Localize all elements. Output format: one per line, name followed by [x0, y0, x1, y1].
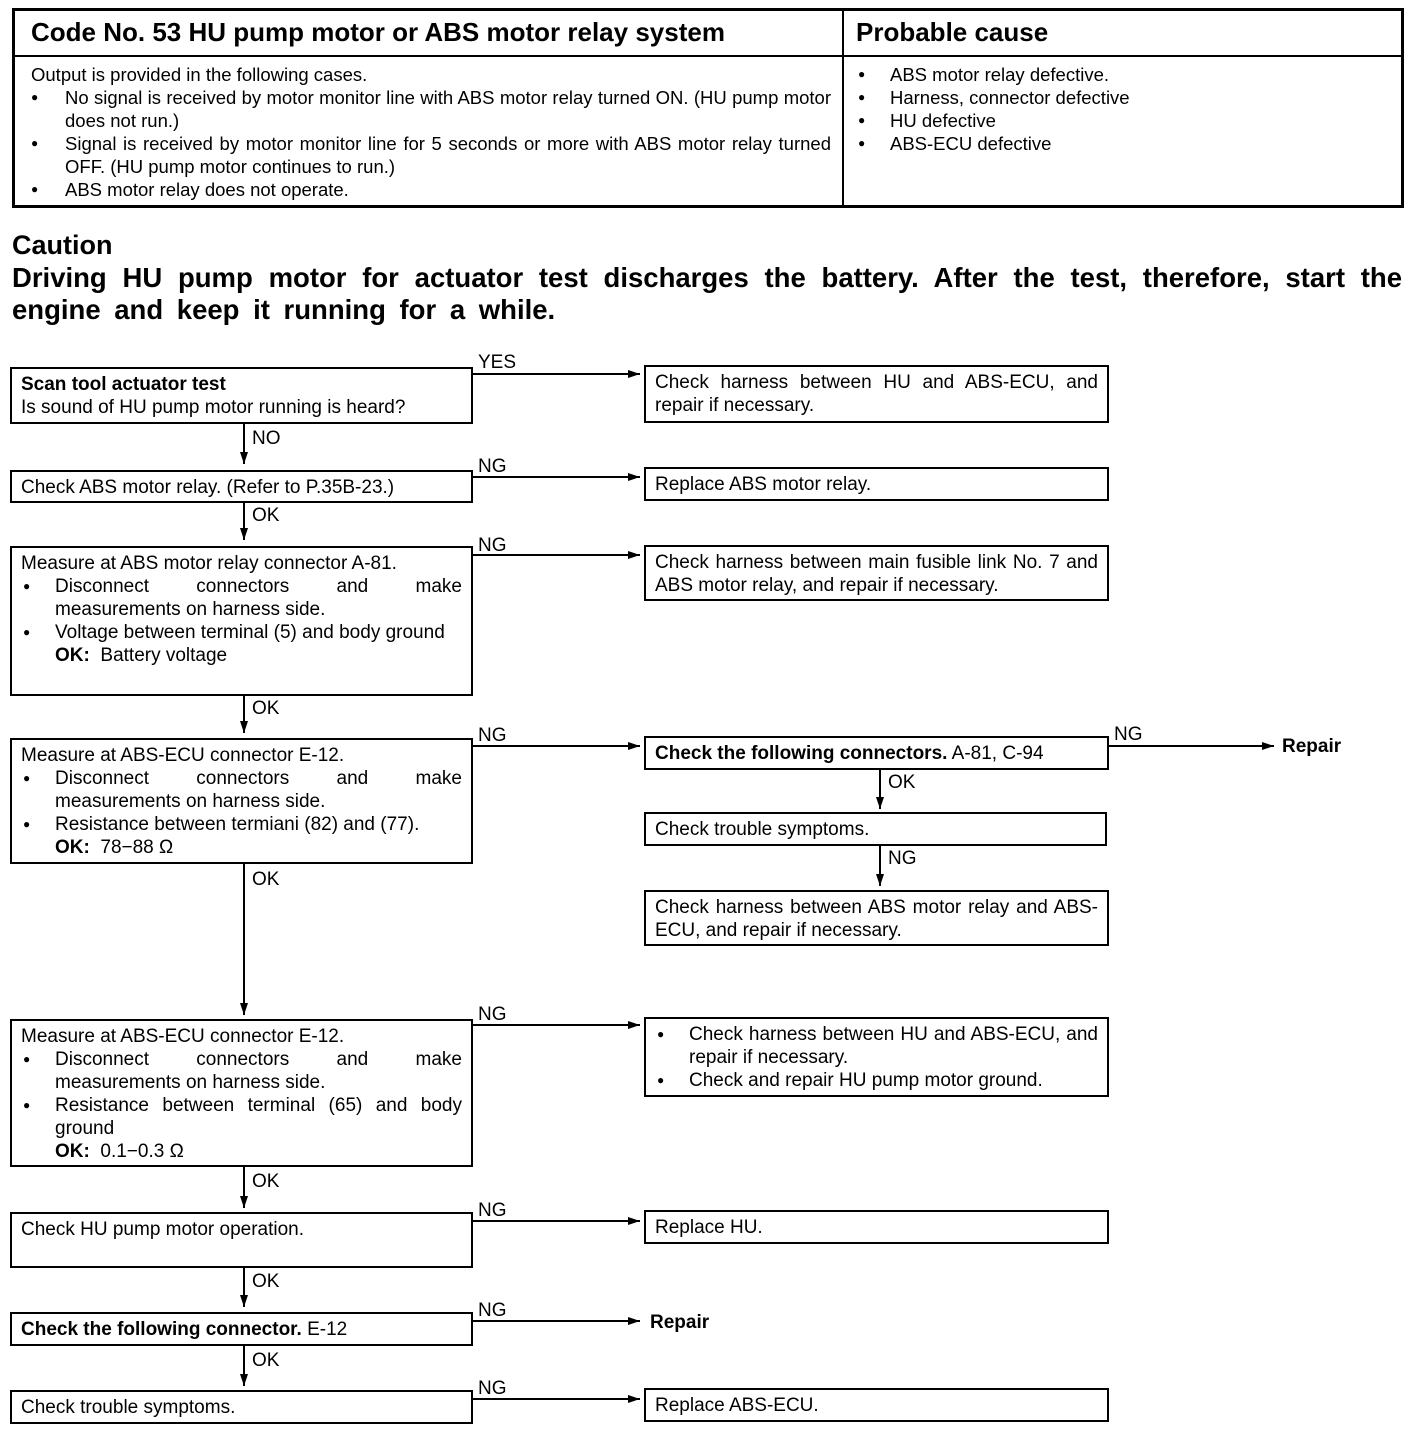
label-ng: NG [478, 1378, 507, 1399]
step-text: E-12 [307, 1319, 348, 1340]
step-item: ● Disconnect connectors and make measurements on harness side. [21, 1048, 462, 1094]
step-title: Check the following connector. [21, 1319, 302, 1340]
step-text: Check ABS motor relay. (Refer to P.35B-23.) [21, 477, 395, 498]
label-ng: NG [478, 725, 507, 746]
condition-item: ● Signal is received by motor monitor line for 5 seconds or more with ABS motor relay turned OFF. (HU pump motor continues to run.) [31, 132, 831, 178]
table-header-probable-cause: Probable cause [856, 17, 1049, 47]
step-items [21, 575, 462, 644]
table-header-code: Code No. 53 HU pump motor or ABS motor relay system [31, 17, 725, 47]
step-item: ● Voltage between terminal (5) and body ground [21, 621, 462, 644]
step-item: ● Resistance between termiani (82) and (77). [21, 813, 462, 836]
step-items [21, 1048, 462, 1140]
result-text: Check harness between main fusible link No. 7 and ABS motor relay, and repair if necessary. [655, 552, 1098, 596]
step-check-pump-operation [10, 1212, 473, 1268]
result-text: Check harness between ABS motor relay and ABS-ECU, and repair if necessary. [655, 897, 1098, 941]
label-ok: OK [252, 505, 280, 526]
result-item: ● Check harness between HU and ABS-ECU, and repair if necessary. [655, 1023, 1098, 1069]
label-ok: OK [252, 1171, 280, 1192]
ok-label: OK: [55, 837, 90, 858]
step-title: Scan tool actuator test [21, 374, 226, 395]
step-measure-ecu-connector-2 [10, 1019, 473, 1167]
result-text: Replace ABS-ECU. [655, 1395, 819, 1416]
result-check-harness-hu-ecu [644, 365, 1109, 423]
result-item: ● Check and repair HU pump motor ground. [655, 1069, 1098, 1092]
step-title: Measure at ABS motor relay connector A-81. [21, 553, 397, 574]
ok-value: 78−88 Ω [100, 837, 174, 858]
result-check-harness-fusible-link [644, 545, 1109, 601]
cause-item: ● ABS-ECU defective [858, 132, 1378, 155]
step-check-trouble-symptoms-final [10, 1390, 473, 1424]
label-yes: YES [478, 352, 517, 373]
step-items [21, 767, 462, 836]
repair-endpoint: Repair [650, 1312, 710, 1333]
step-measure-ecu-connector-1 [10, 738, 473, 864]
step-title: Measure at ABS-ECU connector E-12. [21, 745, 345, 766]
label-ng: NG [478, 1200, 507, 1221]
result-replace-relay [644, 467, 1109, 501]
label-ng: NG [478, 1300, 507, 1321]
step-check-abs-motor-relay [10, 470, 473, 503]
cause-item: ● HU defective [858, 109, 1378, 132]
step-check-connector-e12 [10, 1312, 473, 1346]
result-text: Replace HU. [655, 1217, 763, 1238]
result-check-harness-and-ground [644, 1017, 1109, 1097]
label-no: NO [252, 428, 281, 449]
cause-item: ● Harness, connector defective [858, 86, 1378, 109]
repair-endpoint: Repair [1282, 736, 1342, 757]
step-item: ● Resistance between terminal (65) and body ground [21, 1094, 462, 1140]
step-item: ● Disconnect connectors and make measurements on harness side. [21, 767, 462, 813]
condition-item: ● No signal is received by motor monitor line with ABS motor relay turned ON. (HU pump motor does not run.) [31, 86, 831, 132]
conditions-intro: Output is provided in the following cases. [31, 64, 368, 85]
label-ok: OK [252, 1350, 280, 1371]
step-measure-relay-connector [10, 546, 473, 696]
result-check-connectors-a81-c94 [644, 736, 1109, 770]
step-text: Check HU pump motor operation. [21, 1219, 305, 1240]
label-ng: NG [478, 1004, 507, 1025]
step-title: Measure at ABS-ECU connector E-12. [21, 1026, 345, 1047]
step-item: ● Disconnect connectors and make measurements on harness side. [21, 575, 462, 621]
result-text: Check harness between HU and ABS-ECU, and repair if necessary. [655, 372, 1098, 416]
label-ng: NG [478, 535, 507, 556]
label-ok: OK [252, 1271, 280, 1292]
result-text: Check trouble symptoms. [655, 819, 870, 840]
caution-heading: Caution [12, 230, 113, 260]
ok-criteria [21, 836, 462, 859]
label-ok: OK [888, 772, 916, 793]
result-replace-hu [644, 1210, 1109, 1244]
ok-criteria [21, 1140, 462, 1163]
result-items [655, 1023, 1098, 1092]
step-text: Check trouble symptoms. [21, 1397, 236, 1418]
cause-item: ● ABS motor relay defective. [858, 63, 1378, 86]
ok-criteria [21, 644, 462, 667]
result-text: A-81, C-94 [951, 743, 1044, 764]
ok-label: OK: [55, 645, 90, 666]
step-scan-tool-actuator-test [10, 367, 473, 424]
condition-item: ● ABS motor relay does not operate. [31, 178, 831, 201]
result-check-harness-relay-ecu [644, 890, 1109, 946]
result-replace-abs-ecu [644, 1388, 1109, 1422]
label-ng: NG [478, 456, 507, 477]
ok-value: Battery voltage [100, 645, 228, 666]
label-ng: NG [888, 848, 917, 869]
ok-label: OK: [55, 1141, 90, 1162]
result-check-trouble-symptoms [644, 812, 1107, 846]
ok-value: 0.1−0.3 Ω [100, 1141, 184, 1162]
step-text: Is sound of HU pump motor running is heard? [21, 397, 406, 418]
result-title: Check the following connectors. [655, 743, 948, 764]
caution-text: Driving HU pump motor for actuator test discharges the battery. After the test, therefore, start the engine and keep it running for a while. [12, 262, 1402, 325]
label-ok: OK [252, 698, 280, 719]
label-ok: OK [252, 869, 280, 890]
label-ng: NG [1114, 724, 1143, 745]
result-text: Replace ABS motor relay. [655, 474, 872, 495]
